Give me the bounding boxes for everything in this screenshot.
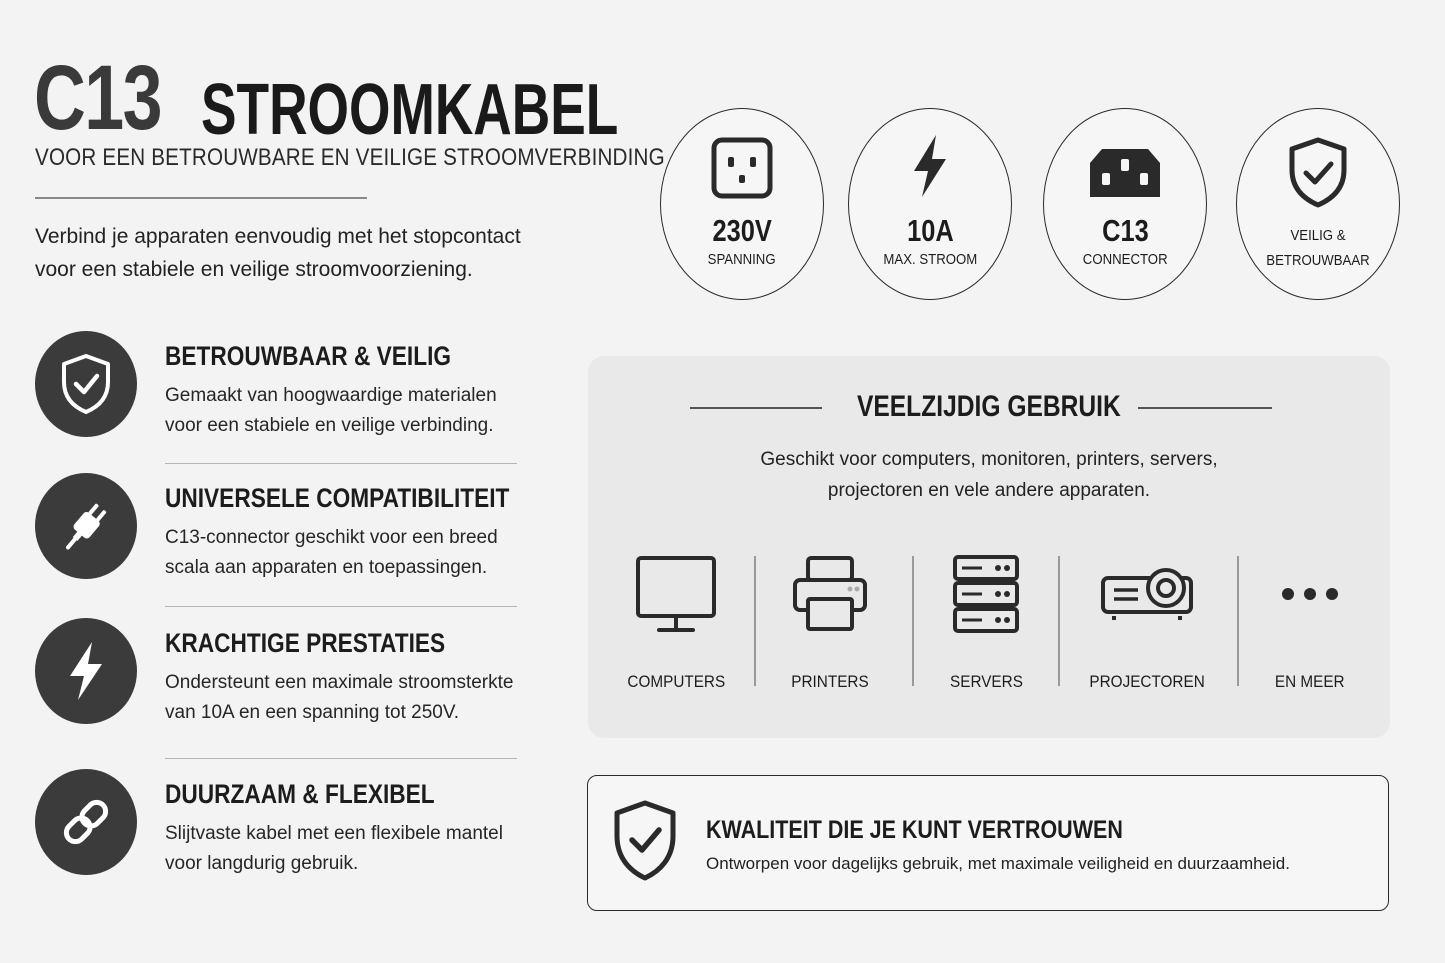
lightning-icon [35, 618, 137, 724]
feature-description [165, 523, 545, 583]
spec-label-text: MAX. STROOM [883, 251, 977, 268]
shield-check-icon [35, 331, 137, 437]
usage-item-label [1080, 672, 1214, 692]
intro-line-1: Verbind je apparaten eenvoudig met het stopcontact [35, 225, 521, 248]
feature-divider [165, 606, 517, 607]
usage-desc-line: Geschikt voor computers, monitoren, printers, servers, [760, 449, 1218, 470]
feature-description [165, 819, 545, 879]
more-icon [1254, 552, 1366, 636]
intro-text [35, 220, 595, 286]
spec-label-text: CONNECTOR [1082, 251, 1168, 268]
spec-value [849, 213, 1011, 249]
spec-value [1044, 213, 1206, 249]
feature-desc-line: van 10A en een spanning tot 250V. [165, 702, 460, 723]
quality-description: Ontworpen voor dagelijks gebruik, met maximale veiligheid en duurzaamheid. [706, 854, 1290, 873]
usage-item-label-text: SERVERS [949, 672, 1023, 691]
server-icon [928, 552, 1044, 636]
feature-title: KRACHTIGE PRESTATIES [165, 628, 446, 658]
usage-item-more [1254, 552, 1366, 692]
feature-title: DUURZAAM & FLEXIBEL [165, 779, 435, 809]
shield-check-icon [1287, 137, 1349, 214]
spec-value [661, 213, 823, 249]
spec-label [1237, 223, 1399, 273]
monitor-icon [616, 552, 736, 636]
socket-icon [711, 137, 773, 204]
shield-check-icon [613, 800, 677, 887]
spec-safety [1236, 108, 1400, 300]
feature-description [165, 381, 545, 441]
usage-desc-line: projectoren en vele andere apparaten. [827, 480, 1151, 501]
spec-label-text: SPANNING [708, 251, 776, 268]
c13-connector-icon [1088, 147, 1162, 204]
usage-separator [754, 556, 756, 686]
usage-description [588, 444, 1390, 506]
spec-value-text: 230V [712, 213, 772, 248]
usage-item-label [928, 672, 1044, 692]
usage-item-computers [616, 552, 736, 692]
spec-label [661, 251, 823, 268]
usage-item-projectors [1080, 552, 1214, 692]
title-divider [35, 197, 367, 199]
usage-separator [1237, 556, 1239, 686]
spec-label [849, 251, 1011, 268]
spec-label-text: BETROUWBAAR [1266, 252, 1370, 269]
feature-title: UNIVERSELE COMPATIBILITEIT [165, 483, 510, 513]
spec-connector [1043, 108, 1207, 300]
feature-divider [165, 463, 517, 464]
feature-description [165, 668, 545, 728]
usage-item-label [1254, 672, 1366, 692]
spec-current [848, 108, 1012, 300]
spec-label [1044, 251, 1206, 268]
usage-item-label [616, 672, 736, 692]
usage-separator [1058, 556, 1060, 686]
quality-title: KWALITEIT DIE JE KUNT VERTROUWEN [706, 816, 1123, 844]
usage-item-printers [772, 552, 888, 692]
usage-item-label-text: COMPUTERS [627, 672, 725, 691]
usage-title-text: VEELZIJDIG GEBRUIK [857, 390, 1121, 423]
usage-separator [912, 556, 914, 686]
usage-item-label-text: EN MEER [1275, 672, 1345, 691]
spec-value-text: 10A [906, 213, 954, 248]
usage-panel [588, 356, 1390, 738]
usage-title [588, 390, 1390, 424]
plug-icon [35, 473, 137, 579]
feature-desc-line: Gemaakt van hoogwaardige materialen [165, 385, 497, 406]
lightning-icon [910, 133, 950, 204]
usage-item-label-text: PROJECTOREN [1089, 672, 1205, 691]
printer-icon [772, 552, 888, 636]
usage-item-servers [928, 552, 1044, 692]
spec-value-text: C13 [1101, 213, 1149, 248]
title-main: STROOMKABEL [201, 70, 619, 150]
feature-divider [165, 758, 517, 759]
page-title [34, 46, 765, 151]
feature-title: BETROUWBAAR & VEILIG [165, 341, 452, 371]
feature-desc-line: scala aan apparaten en toepassingen. [165, 557, 488, 578]
feature-desc-line: C13-connector geschikt voor een breed [165, 527, 498, 548]
usage-item-label [772, 672, 888, 692]
title-prefix: C13 [34, 47, 161, 149]
spec-voltage [660, 108, 824, 300]
feature-desc-line: Slijtvaste kabel met een flexibele mantel [165, 823, 503, 844]
feature-desc-line: voor een stabiele en veilige verbinding. [165, 415, 494, 436]
usage-item-label-text: PRINTERS [791, 672, 869, 691]
link-icon [35, 769, 137, 875]
projector-icon [1080, 552, 1214, 636]
feature-desc-line: voor langdurig gebruik. [165, 853, 359, 874]
feature-desc-line: Ondersteunt een maximale stroomsterkte [165, 672, 514, 693]
intro-line-2: voor een stabiele en veilige stroomvoorziening. [35, 258, 473, 281]
quality-box [587, 775, 1389, 911]
spec-label-text: VEILIG & [1290, 227, 1346, 244]
page-subtitle: VOOR EEN BETROUWBARE EN VEILIGE STROOMVERBINDING [35, 144, 665, 171]
